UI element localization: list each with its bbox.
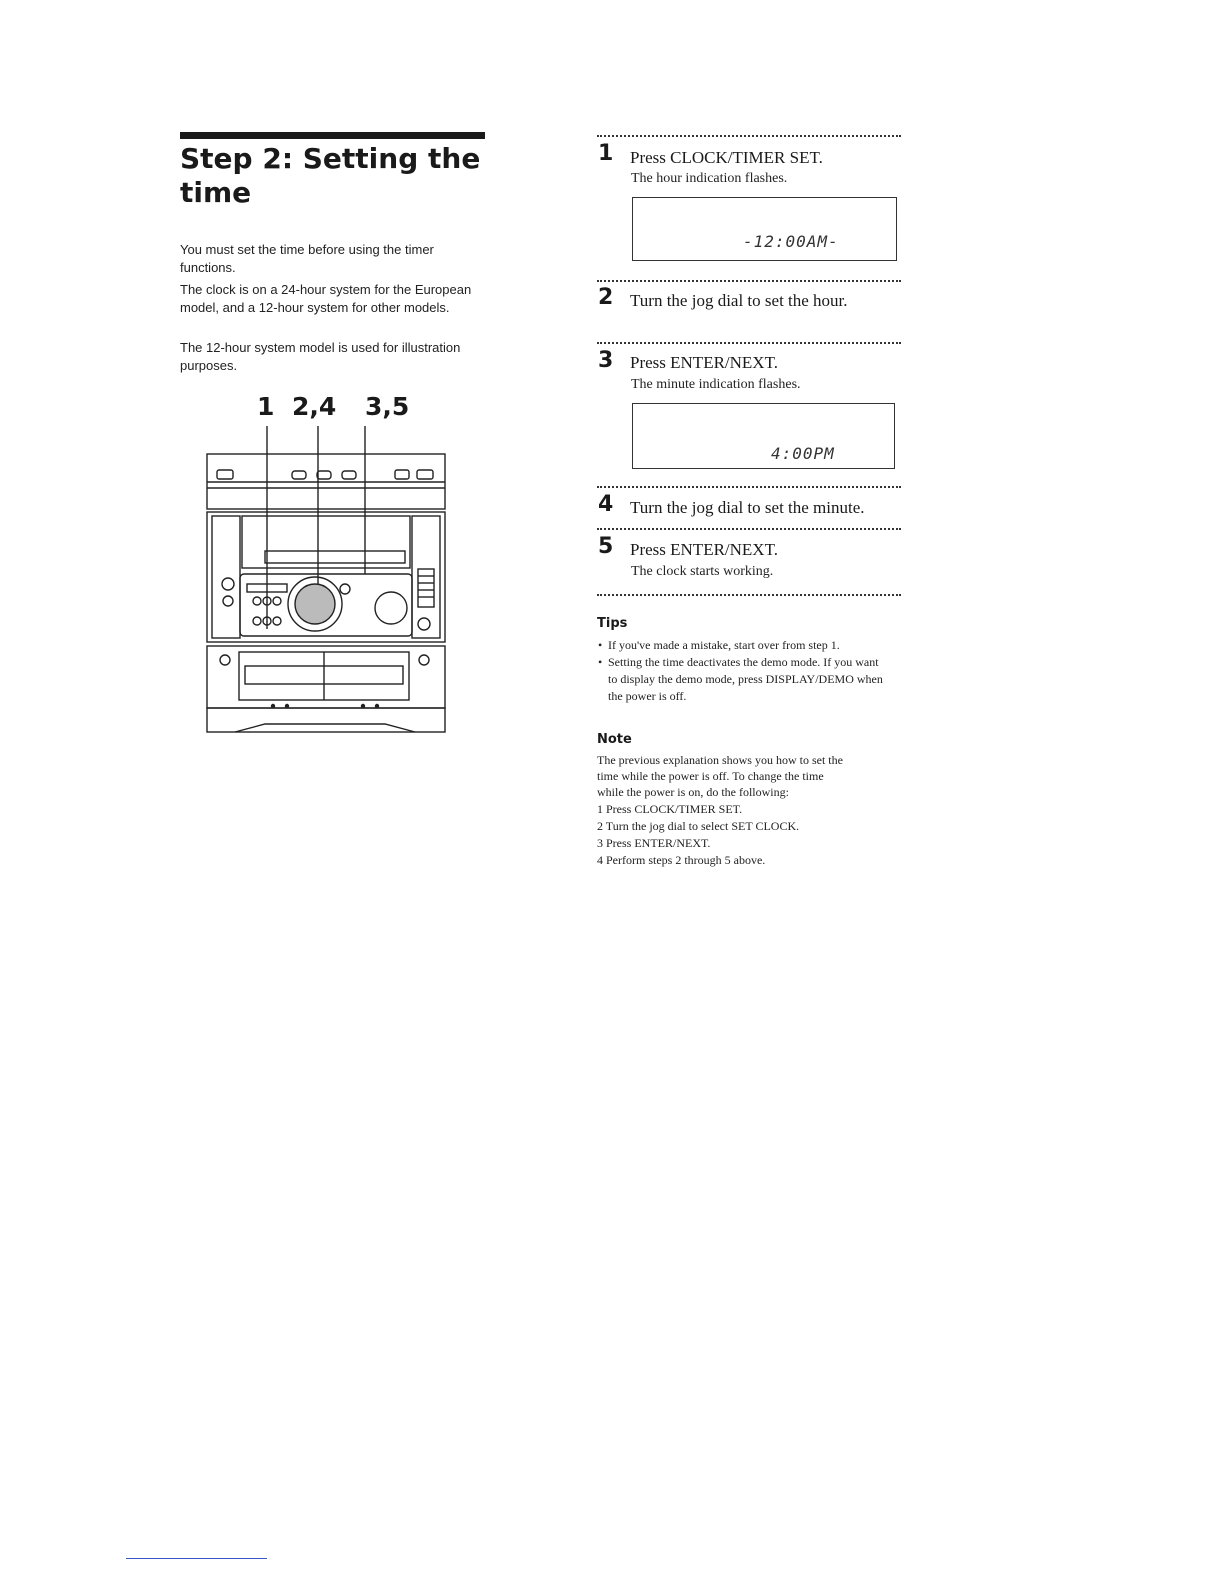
tip-item: • Setting the time deactivates the demo mode. If you want to display the demo mode, press DISPLAY/DEMO when the power is off.	[598, 655, 883, 703]
note-line: while the power is on, do the following:	[597, 785, 789, 799]
step-number: 1	[598, 141, 614, 166]
callout-1: 1	[257, 392, 275, 421]
step-number: 5	[598, 534, 614, 559]
tips-heading: Tips	[597, 616, 628, 631]
page-title: Step 2: Setting the time	[180, 142, 481, 209]
callout-3-5: 3,5	[365, 392, 410, 421]
intro-paragraph-1: You must set the time before using the timer functions.	[180, 242, 434, 275]
note-line: 4 Perform steps 2 through 5 above.	[597, 853, 766, 867]
divider	[597, 135, 901, 137]
display-panel-minute	[632, 403, 895, 469]
note-line: 2 Turn the jog dial to select SET CLOCK.	[597, 819, 800, 833]
step-instruction: Press ENTER/NEXT.	[630, 540, 778, 559]
step-result: The hour indication flashes.	[631, 171, 788, 186]
volume-knob	[375, 592, 407, 624]
note-line: 1 Press CLOCK/TIMER SET.	[597, 802, 743, 816]
step-number: 3	[598, 348, 614, 373]
divider	[597, 594, 901, 596]
note-line: The previous explanation shows you how to set the	[597, 753, 843, 767]
footer-rule	[126, 1558, 267, 1559]
intro-paragraph-3: The 12-hour system model is used for illustration purposes.	[180, 340, 461, 373]
step-number: 4	[598, 492, 614, 517]
divider	[597, 486, 901, 488]
divider	[597, 342, 901, 344]
stereo-system-illustration	[195, 424, 455, 739]
step-result: The minute indication flashes.	[631, 377, 801, 392]
divider	[597, 280, 901, 282]
divider	[597, 528, 901, 530]
tip-item: • If you've made a mistake, start over from step 1.	[598, 638, 840, 652]
note-line: 3 Press ENTER/NEXT.	[597, 836, 711, 850]
step-number: 2	[598, 285, 614, 310]
display-readout: -12:00AM-	[743, 232, 839, 251]
display-panel-hour	[632, 197, 897, 261]
step-instruction: Press ENTER/NEXT.	[630, 353, 778, 372]
illustration-callouts	[180, 392, 480, 426]
display-readout: 4:00PM	[771, 444, 835, 463]
step-result: The clock starts working.	[631, 564, 774, 579]
note-heading: Note	[597, 732, 632, 747]
title-rule	[180, 132, 485, 139]
note-line: time while the power is off. To change the time	[597, 769, 824, 783]
step-instruction: Turn the jog dial to set the minute.	[630, 498, 865, 517]
callout-2-4: 2,4	[292, 392, 337, 421]
intro-paragraph-2: The clock is on a 24-hour system for the European model, and a 12-hour system for other models.	[180, 282, 472, 315]
base-unit	[207, 708, 445, 732]
step-instruction: Press CLOCK/TIMER SET.	[630, 148, 823, 167]
step-instruction: Turn the jog dial to set the hour.	[630, 291, 848, 310]
